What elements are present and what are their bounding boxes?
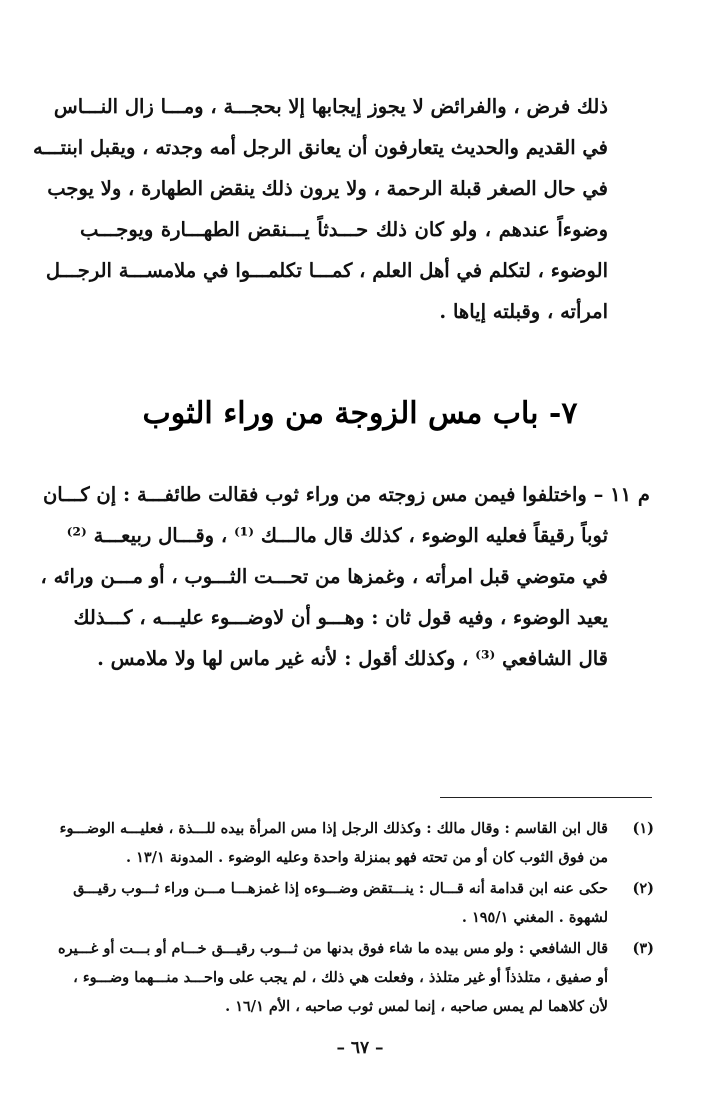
footnote-1 (59, 814, 654, 872)
footnote-line: أو صفيق ، متلذذاً أو غير متلذذ ، وفعلت هي ذلك ، لم يجب على واحـــد منـــهما وضـــوء ، (73, 969, 608, 986)
footnote-number: (٢) (632, 880, 654, 897)
footnote-number: (٣) (632, 940, 654, 957)
paragraph-1 (33, 86, 608, 332)
issue-marker: م ١١ – (593, 483, 650, 506)
paragraph-line: قال الشافعي ⁽³⁾ ، وكذلك أقول : لأنه غير ماس لها ولا ملامس . (97, 647, 608, 670)
paragraph-line: امرأته ، وقبلته إياها . (439, 300, 608, 323)
footnote-separator (440, 797, 652, 798)
paragraph-line-text: واختلفوا فيمن مس زوجته من وراء ثوب فقالت طائفـــة : إن كـــان (42, 483, 587, 506)
page-number: – ٦٧ – (336, 1038, 384, 1058)
footnote-line: قال الشافعي : ولو مس بيده ما شاء فوق بدنها من ثـــوب رقيـــق خـــام أو بـــت أو غـــيره (57, 940, 608, 957)
paragraph-line: في متوضي قبل امرأته ، وغمزها من تحـــت الثـــوب ، أو مـــن ورائه ، (40, 565, 608, 588)
footnote-line: حكى عنه ابن قدامة أنه قـــال : ينـــتقض وضـــوءه إذا غمزهـــا مـــن وراء ثـــوب رقيـــق (73, 880, 608, 897)
footnote-2 (73, 874, 654, 932)
paragraph-line: ذلك فرض ، والفرائض لا يجوز إيجابها إلا بحجـــة ، ومـــا زال النـــاس (53, 95, 608, 118)
paragraph-line: في حال الصغر قبلة الرحمة ، ولا يرون ذلك ينقض الطهارة ، ولا يوجب (47, 177, 608, 200)
chapter-heading: ٧- باب مس الزوجة من وراء الثوب (142, 396, 578, 431)
footnote-line: من فوق الثوب كان أو من تحته فهو بمنزلة واحدة وعليه الوضوء . المدونة ١٣/١ . (125, 849, 608, 866)
footnote-line: لشهوة . المغني ١٩٥/١ . (461, 909, 608, 926)
footnote-3 (57, 934, 654, 1021)
paragraph-line: ثوباً رقيقاً فعليه الوضوء ، كذلك قال مالـــك ⁽¹⁾ ، وقـــال ربيعـــة ⁽²⁾ (66, 524, 608, 547)
paragraph-line: يعيد الوضوء ، وفيه قول ثان : وهـــو أن لاوضـــوء عليـــه ، كـــذلك (73, 606, 608, 629)
paragraph-line: وضوءاً عندهم ، ولو كان ذلك حـــدثاً يـــنقض الطهـــارة ويوجـــب (80, 218, 608, 241)
footnote-line: قال ابن القاسم : وقال مالك : وكذلك الرجل إذا مس المرأة بيده للـــذة ، فعليـــه الوضـــوء (59, 820, 608, 837)
paragraph-line: الوضوء ، لتكلم في أهل العلم ، كمـــا تكلمـــوا في ملامســـة الرجـــل (45, 259, 608, 282)
paragraph-line: في القديم والحديث يتعارفون أن يعانق الرجل أمه وجدته ، ويقبل ابنتـــه (33, 136, 608, 159)
paragraph-2 (40, 474, 650, 679)
paragraph-line-first (42, 474, 650, 515)
footnote-number: (١) (632, 820, 654, 837)
footnote-line: لأن كلاهما لم يمس صاحبه ، إنما لمس ثوب صاحبه ، الأم ١٦/١ . (225, 998, 608, 1015)
